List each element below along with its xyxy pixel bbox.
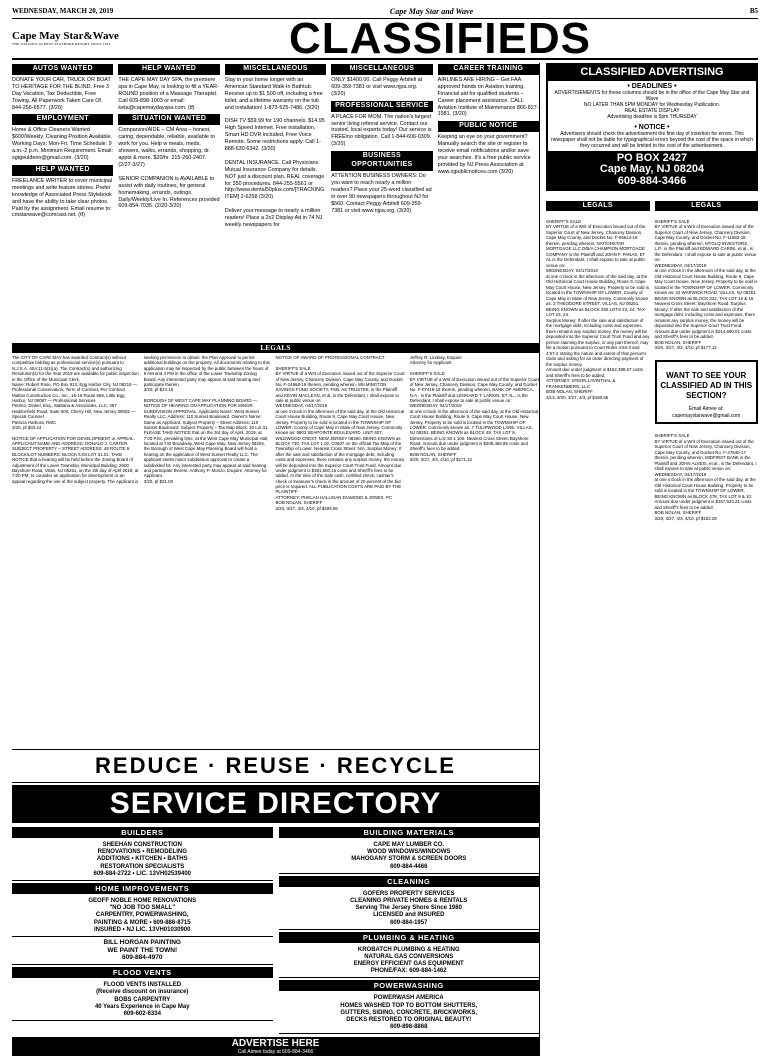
advertise-here-banner <box>12 1037 539 1056</box>
address-line-2: Cape May, NJ 08204 <box>599 163 705 176</box>
logo-tagline: THE NATION'S OLDEST SEASHORE RESORT SINCE 1854 <box>12 41 111 46</box>
classified-ad: FREELANCE WRITER to cover municipal meetings and write feature stories. Prefer knowledge of Associated Press Stylebook and have the ability to take clear photos. Paid by the assignment. Email resume to: cmstarwave@comcast.net. (tf) <box>12 177 113 219</box>
classified-info-title: CLASSIFIED ADVERTISING <box>548 65 756 81</box>
contact-phone: 609-884-3466 <box>617 174 687 187</box>
contact-block <box>548 151 756 190</box>
deadlines-title: • DEADLINES • <box>627 82 677 90</box>
classified-column-2 <box>118 63 219 341</box>
category-heading: MISCELLANEOUS <box>331 64 432 75</box>
deadlines-block <box>548 81 756 122</box>
page-body <box>12 63 758 1056</box>
want-ad-title: WANT TO SEE YOUR CLASSIFIED AD IN THIS SECTION? <box>660 370 753 400</box>
service-category: CLEANING <box>279 876 540 887</box>
service-ad: GOFERS PROPERTY SERVICES CLEANING PRIVATE HOMES & RENTALS Serving The Jersey Shore Since 1980 LICENSED and INSURED 609-884-1957 <box>279 889 540 930</box>
category-heading: PROFESSIONAL SERVICE <box>331 101 432 112</box>
advertise-title: ADVERTISE HERE <box>231 1038 320 1050</box>
page-number: B5 <box>749 7 758 15</box>
classified-column-5 <box>438 63 539 341</box>
legals-columns <box>12 355 539 745</box>
classified-ad: THE CAPE MAY DAY SPA, the premiere spa in Cape May, is looking to fill a YEAR-ROUND position of a Massage Therapist. Call 609-898-1003 or email: keta@capemaydayspa.com. (tf) <box>118 76 219 111</box>
sheriff-sale-notice: SHERIFF'S SALE BY VIRTUE of a Writ of Execution issued out of the Superior Court of New Jersey, Chancery Division, Cape May County, and Docket No. F-06614-18 therein, pending wherein, NATIONSTAR MORTGAGE LLC D/B/A CHAMPION MORTGAGE COMPANY is the Plaintiff and JOHN F. PANAS, ET AL is the Defendant, I shall expose to sale at public venue on: WEDNESDAY, 04/17/2019 at one o'clock in the afternoon of the said day, at the Old Historical Court House Building, Route 9, Cape May Court House, New Jersey. Property to be sold is located in the TOWNSHIP OF LOWER, County of Cape May in State of New Jersey. Commonly known as: 2 THEODORE STREET, VILLAS, NJ 08251. BEING KNOWN as BLOCK 290 LOTS 23, 24, TAX LOT 23, 24. Surplus Money: If after the sale and satisfaction of the mortgage debt, including costs and expenses, there remains any surplus money, the money will be deposited into the Superior Court Trust Fund and any person claiming the surplus, or any part thereof, may file a motion pursuant to Court Rules 4:64-3 and 4:57-2 stating the nature and extent of that person's claim and asking for an order directing payment of the surplus money. Amount due under judgment is $162,388.67 costs and Sheriff's fees to be added. ATTORNEY: STERN LAVINTHAL & FRANKENBERG, LLC BOB NOLAN, SHERIFF 3/13, 3/20, 3/27, 4/3, pf $180.66 <box>546 218 650 400</box>
service-ad: FLOOD VENTS INSTALLED (Receive discount on insurance) BOBS CARPENTRY 40 Years Experience in Cape May 609-602-6334 <box>12 980 273 1021</box>
service-ad: GEOFF NOBLE HOME RENOVATIONS "NO JOB TOO SMALL" CARPENTRY, POWERWASHING, PAINTING & MORE • 609-886-8715 INSURED • NJ LIC. 13VH01030900 <box>12 896 273 937</box>
legal-notice: NOTICE OF AWARD OF PROFESSIONAL CONTRACT SHERIFF'S SALE BY VIRTUE of a Writ of Execution issued out of the Superior Court of New Jersey, Chancery Division, Cape May County, and Docket No. F-14668-18 therein, pending wherein, WILMINGTON SAVINGS FUND SOCIETY, FSB, AS TRUSTEE, is the Plaintiff and KEVIN MACLEAN, et al, is the Defendant, I shall expose to sale at public venue on: WEDNESDAY, 04/17/2019 at one o'clock in the afternoon of the said day, at the Old Historical Court House Building, Route 9, Cape May Court House, New Jersey. Property to be sold is located in the TOWNSHIP OF LOWER, County of Cape May in State of New Jersey. Commonly known as: 9903 SEAPOINTE BOULEVARD, UNIT 607, WILDWOOD CREST, NEW JERSEY 08260. BEING KNOWN as BLOCK 730, TAX LOT 1.02, C0607 on the official Tax Map of the Township of Lower. Nearest Cross Street: N/A. Surplus Money: If after the sale and satisfaction of the mortgage debt, including costs and expenses, there remains any surplus money, the money will be deposited into the Superior Court Trust Fund. Amount due under judgment is $391,500.16 costs and Sheriff's fees to be added. At the time of the Sale cash, certified check, cashier's check or treasurer's check in the amount of 20 percent of the bid price is required. ALL PUBLICATION COSTS ARE PAID BY THE PLAINTIFF. ATTORNEY: PHELAN HALLINAN DIAMOND & JONES, PC BOB NOLAN, SHERIFF 3/20, 3/27, 4/3, 4/10, pf $209.56 <box>275 355 405 511</box>
legals-heading: LEGALS <box>12 343 539 353</box>
category-heading: HELP WANTED <box>12 165 113 176</box>
service-category: BUILDING MATERIALS <box>279 827 540 838</box>
service-directory-right <box>279 825 540 1034</box>
masthead <box>12 13 758 63</box>
classified-column-4 <box>331 63 432 341</box>
category-heading: BUSINESS OPPORTUNITIES <box>331 151 432 171</box>
want-ad-email: Email Aimee at: capemaystarwave@gmail.com <box>672 406 741 419</box>
want-ad-box <box>655 360 759 424</box>
logo-name: Cape May Star&Wave <box>12 29 119 42</box>
service-directory-title: SERVICE DIRECTORY <box>12 785 539 823</box>
category-heading: SITUATION WANTED <box>118 114 219 125</box>
classified-ad: DONATE YOUR CAR, TRUCK OR BOAT TO HERITAGE FOR THE BLIND. Free 3 Day Vacation, Tax Deductible, Free Towing, All Paperwork Taken Care Of. 844-256-6577. (3/20) <box>12 76 111 111</box>
legal-notice: Jeffrey R. Lindsay, Esquire Attorney for Applicant SHERIFF'S SALE BY VIRTUE of a Writ of Execution issued out of the Superior Court of New Jersey, Chancery Division, Cape May County, and Docket No. F-07419-18 therein, pending wherein, BANK OF AMERICA, N.A., is the Plaintiff and LEONARD T. LARKIN, ET AL., is the Defendant, I shall expose to sale at public venue on: WEDNESDAY, 04/17/2019 at one o'clock in the afternoon of the said day, at the Old Historical Court House Building, Route 9, Cape May Court House, New Jersey. Property to be sold is located in the TOWNSHIP OF LOWER. Commonly known as: 7 TULIPWOOD LANE, VILLAS, NJ 08251. BEING KNOWN as BLOCK 49, TAX LOT 8. Dimensions of Lot: 50 x 100. Nearest Cross Street: Bayshore Road. Amount due under judgment is $208,466.89 costs and Sheriff's fees to be added. BOB NOLAN, SHERIFF 3/20, 3/27, 4/3, 4/10, pf $171.12 <box>409 355 539 463</box>
service-ad: BILL HORGAN PAINTING WE PAINT THE TOWN! 609-884-4970 <box>12 937 273 965</box>
legal-notice-column-2 <box>276 355 405 745</box>
category-heading: AUTOS WANTED <box>12 64 113 75</box>
sidebar-legals-col-2 <box>655 194 759 974</box>
category-heading: PUBLIC NOTICE <box>438 121 539 132</box>
section-title: CLASSIFIEDS <box>289 13 591 63</box>
right-sidebar <box>539 63 758 1056</box>
sidebar-legals-col-1 <box>546 194 650 974</box>
notice-block <box>548 122 756 151</box>
category-heading: EMPLOYMENT <box>12 114 113 125</box>
legals-heading: LEGALS <box>655 201 759 212</box>
classified-info-box <box>546 63 758 191</box>
legal-notice-column-3 <box>410 355 539 745</box>
sidebar-legals <box>546 194 758 974</box>
classified-ad: Keeping an eye on your government? Manually search the site or register to receive email notifications and/or save your searches. It's a free public service provided by NJ Press Association at www.njpublicnotices.com (3/20) <box>437 134 531 175</box>
advertise-subtitle: Call Aimee today at 609-884-3466 <box>237 1049 314 1056</box>
classified-ad: Home & Office Cleaners Wanted $600/Weekly. Cleaning Position Available. Working Days: Mon-Fri. Time Schedule: 9 a.m.-2 p.m. Minimum Requirement. Email: sgtgeuldenn@gmail.com. (3/20) <box>12 127 113 162</box>
category-heading: CAREER TRAINING <box>438 64 539 75</box>
service-ad: POWERWASH AMERICA HOMES WASHED TOP TO BOTTOM SHUTTERS, GUTTERS, SIDING, CONCRETE, BRICKWORKS, DECKS RESTORED TO ORIGINAL BEAUTY! 609-898-8868 <box>279 993 540 1034</box>
category-heading: MISCELLANEOUS <box>225 64 326 75</box>
sheriff-sale-notice: SHERIFF'S SALE BY VIRTUE of a Writ of Execution issued out of the Superior Court of New Jersey, Chancery Division, Cape May County, and Docket No. F-11582-18 therein, pending wherein, MTGLQ INVESTORS, L.P., is the Plaintiff and EDWARD CARINI, et al., is the Defendant, I shall expose to sale at public venue on: WEDNESDAY, 04/17/2019 at one o'clock in the afternoon of the said day, at the Old Historical Court House Building, Route 9, Cape May Court House, New Jersey. Property to be sold is located in the TOWNSHIP OF LOWER. Commonly known as: 22 WARWICK ROAD, VILLAS, NJ 08251. BEING KNOWN as BLOCK 322, TAX LOT 16 & 19. Nearest Cross Street: Bayshore Road. Surplus Money: If after the sale and satisfaction of the mortgage debt, including costs and expenses, there remains any surplus money, the money will be deposited into the Superior Court Trust Fund. Amount due under judgment is $214,690.01 costs and Sheriff's fees to be added. BOB NOLAN, SHERIFF 3/20, 3/27, 4/3, 4/10, pf $177.12 <box>654 218 758 351</box>
legal-notice-column-1 <box>12 355 271 745</box>
service-directory <box>12 825 539 1034</box>
service-category: PLUMBING & HEATING <box>279 932 540 943</box>
category-heading: HELP WANTED <box>118 64 219 75</box>
legals-heading: LEGALS <box>546 201 650 212</box>
deadlines-text: ADVERTISEMENTS for these columns should be in the office of the Cape May Star and Wave NO LATER THAN 5PM MONDAY for Wednesday Publication. REAL ESTATE DISPLAY Advertising deadline is 5pm THURSDAY <box>554 89 750 120</box>
service-category: BUILDERS <box>12 827 273 838</box>
service-category: POWERWASHING <box>279 980 540 991</box>
paper-logo <box>12 31 122 47</box>
legal-notice: The CITY OF CAPE MAY has awarded Contract(s) without competitive bidding as professional service(s) pursuant to N.J.S.A. 40A:11-5(1)(a). The Contract(s) and authorizing Resolution(s) for the Year 2019 are available for public inspection in the Office of the Municipal Clerk. Name: Robert Rose, PO Box 913, Egg Harbor City, NJ 08215 — Professional Conservation, Term of Contract, Per Contract Mattox Construction Co., Inc., 15-16 Route 559, Little Egg Harbor, NJ 08087 — Professional Services Petrino, Dinkel, Esq., Mattaria & Associates, LLC, 457 Haddonfield Road, Suite 500, Cherry Hill, New Jersey 08002 — Special Counsel Patricia Harbora, RMC 3/20, pf $33.24 NOTICE OF APPLICATION FOR DEVELOPMENT or APPEAL. APPLICANT NAME AND ADDRESS: DONALD J. CARTER. SUBJECT PROPERTY – STREET ADDRESS: 48 ROUTE 9. BLOCK/LOT NUMBERS: BLOCK 5.03 LOT 31.01. TAKE NOTICE that a hearing will be held before the Zoning Board of Adjustment of the Lower Township, Municipal Building, 2600 Bayshore Road, Villas, NJ 08251, on the 4th day of April 2019, at 7:00 PM, to consider an application for development or an appeal regarding the use of the subject property. The Applicant is seeking permission to obtain: the Plan Approval to permit additional buildings on the property. All documents relating to this application may be inspected by the public between the hours of 9 AM and 4 PM in the office of the Lower Township Zoning Board. Any interested party may appear at said hearing and participate therein. 3/20, pf $24.18 BOROUGH OF WEST CAPE MAY PLANNING BOARD — NOTICE OF HEARING ON APPLICATION FOR MINOR SUBDIVISION APPROVAL. Applicants Name: West Sunset Realty LLC. Address: 110 Sunset Boulevard. Owner's Name: Same as Applicant. Subject Property – Street Address: 110 Sunset Boulevard. Subject Property – Tax Map Block: 33 Lot 31. PLEASE TAKE NOTICE that on the 3rd day of April, 2019, at 7:00 P.M., prevailing time, at the West Cape May Municipal Hall, located at 732 Broadway, West Cape May, New Jersey 08204, the Borough of West Cape May Planning Board will hold a hearing on the application of West Sunset Realty LLC. The applicant seeks minor subdivision approval to create a subdivided lot. Any interested party may appear at said hearing and participate therein. Anthony P. Monzo, Esquire, Attorney for Applicant. 3/20, pf $31.00 <box>12 355 270 484</box>
classified-ad: ONLY $1400.00. Call Peggy Arbitell at 609-359-7381 or visit www.njpa.org. (3/20) <box>331 76 423 97</box>
issue-date: WEDNESDAY, MARCH 20, 2019 <box>12 7 114 15</box>
notice-text: Advertisers should check the advertisement the first day of insertion for errors. This newspaper shall not be liable for typographical errors beyond the cost of the space in which they occurred and will be limited to the cost of the advertisement. <box>550 130 754 149</box>
classified-ad: Companion/AIDE – CM Area – honest, caring, dependable, reliable, available to work for you. Help w meals, meds, showers, walks, errands, shopping, dr. appts & more. $20/hr. 215-260-2407. (2/27-3/27) SENIOR COMPANION is AVAILABLE to assist with daily routines, for general homemaking, errands, outings. Daily/Weekly/Live In. References provided 609-854-7035. (2/20-3/20) <box>118 127 220 210</box>
reduce-reuse-recycle-banner: REDUCE · REUSE · RECYCLE <box>12 749 539 783</box>
service-category: HOME IMPROVEMENTS <box>12 883 273 894</box>
service-ad: CAPE MAY LUMBER CO. WOOD WINDOWS/WINDOWS MAHOGANY STORM & SCREEN DOORS 609-884-4466 <box>279 840 540 874</box>
classified-column-3 <box>225 63 326 341</box>
classified-column-1 <box>12 63 113 341</box>
notice-title: • NOTICE • <box>634 123 670 131</box>
main-area <box>12 63 539 1056</box>
address-line-1: PO BOX 2427 <box>616 151 688 164</box>
service-category: FLOOD VENTS <box>12 967 273 978</box>
classified-ad: AIRLINES ARE HIRING – Get FAA approved hands on Aviation training. Financial aid for qualified students – Career placement assistance. CALL Aviation Institute of Maintenance 866-827-1981. (3/20) <box>437 76 539 118</box>
service-ad: SHEEHAN CONSTRUCTION RENOVATIONS • REMODELING ADDITIONS • KITCHEN • BATHS RESTORATION SPECIALISTS 609-884-2722 • LIC. 13VH02539400 <box>12 840 273 881</box>
classified-columns <box>12 63 539 341</box>
sheriff-sale-notice: SHERIFF'S SALE BY VIRTUE of a Writ of Execution issued out of the Superior Court of New Jersey, Chancery Division, Cape May County, and Docket No. F-27640-17 therein, pending wherein, MIDFIRST BANK is the Plaintiff and JOHN ALVESI, et al., is the Defendant, I shall expose to sale at public venue on: WEDNESDAY, 04/17/2019 at one o'clock in the afternoon of the said day, at the Old Historical Court House Building. Property to be sold is located in the TOWNSHIP OF LOWER. BEING KNOWN as BLOCK 478, TAX LOT 9 & 10. Amount due under judgment is $167,624.21 costs and Sheriff's fees to be added. BOB NOLAN, SHERIFF 3/20, 3/27, 4/3, 4/10, pf $182.28 <box>654 433 757 521</box>
paper-title: Cape May Star and Wave <box>389 6 474 16</box>
classified-ad: A PLACE FOR MOM. The nation's largest senior living referral service. Contact our trusted, local experts today! Our service is FREE/no obligation. Call 1-844-606-0309. (3/20) <box>331 113 432 148</box>
service-directory-left <box>12 825 273 1034</box>
service-ad: KROBATCH PLUMBING & HEATING NATURAL GAS CONVERSIONS ENERGY EFFICIENT GAS EQUIPMENT PHONE/FAX: 609-884-1462 <box>279 945 540 979</box>
classified-ad: Stay in your home longer with an American Standard Walk-In Bathtub. Receive up to $1,500 off, including a free toilet, and a lifetime warranty on the tub and installation! 1-873-525-7486. (3/20) DISH TV $59.99 for 190 channels. $14.95 High Speed Internet. Free installation, Smart HD DVR included, Free Voice Remote. Some restrictions apply. Call 1-888-630-6342. (3/20) DENTAL INSURANCE. Call Physicians Mutual Insurance Company for details. NOT just a discount plan, REAL coverage for 350 procedures. 844-255-5561 or http://www.dental50plus.com/[TRACKING ITEM] 2-6258 (3/20) Deliver your message to nearly a million readers! Place a 2x2 Display Ad in 74 NJ weekly newspapers for <box>224 76 325 228</box>
classified-ad: ATTENTION BUSINESS OWNERS: Do you want to reach nearly a million readers? Place your 25-word classified ad in over 90 newspapers throughout NJ for $560. Contact Peggy Arbitell 609-359-7381 or visit www.njpa.org. (3/20) <box>331 173 432 214</box>
